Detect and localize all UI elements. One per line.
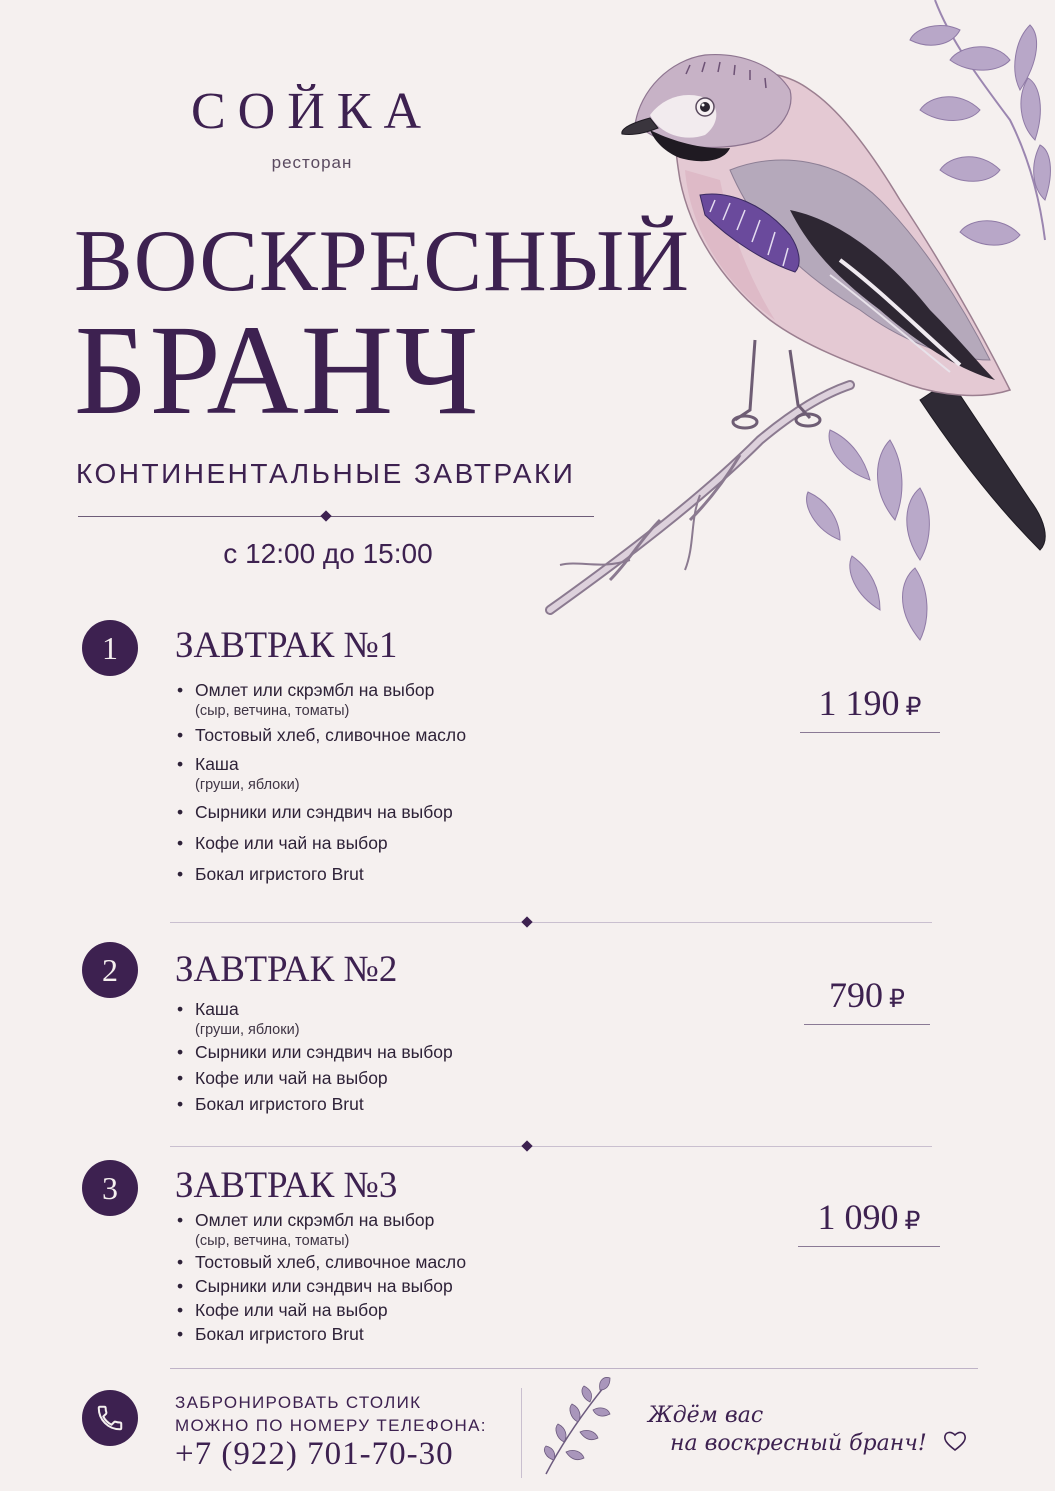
item-number-badge: 1	[82, 620, 138, 676]
item-contents-list	[175, 999, 453, 1115]
heart-icon	[943, 1430, 967, 1452]
phone-icon	[82, 1390, 138, 1446]
phone-number[interactable]: +7 (922) 701-70-30	[175, 1436, 454, 1472]
list-item: • Сырники или сэндвич на выбор	[175, 1042, 453, 1063]
slogan	[648, 1402, 927, 1457]
slogan-line-2: на воскресный бранч!	[670, 1430, 927, 1456]
phone-icon-glyph	[95, 1403, 125, 1433]
currency-sign: ₽	[905, 694, 922, 721]
item-number-badge: 2	[82, 942, 138, 998]
header-divider	[78, 516, 594, 517]
footer-vertical-divider	[521, 1388, 522, 1478]
booking-line-2: МОЖНО ПО НОМЕРУ ТЕЛЕФОНА:	[175, 1415, 487, 1435]
brand-name: СОЙКА	[190, 83, 434, 140]
list-item: • Сырники или сэндвич на выбор	[175, 802, 466, 823]
currency-sign: ₽	[904, 1208, 921, 1235]
item-price: 1 190 ₽	[800, 682, 940, 733]
list-item: • Кофе или чай на выбор	[175, 1300, 466, 1321]
item-price: 1 090 ₽	[798, 1196, 940, 1247]
list-item: • Каша (груши, яблоки)	[175, 754, 466, 793]
list-item-note: (сыр, ветчина, томаты)	[195, 703, 350, 719]
slogan-line-1: Ждём вас	[648, 1403, 764, 1428]
section-divider-ornament	[521, 916, 532, 927]
list-item: • Омлет или скрэмбл на выбор (сыр, ветчина, томаты)	[175, 1210, 466, 1249]
jay-bird-illustration	[540, 0, 1055, 660]
list-item: • Кофе или чай на выбор	[175, 1068, 453, 1089]
list-item: • Сырники или сэндвич на выбор	[175, 1276, 466, 1297]
serving-hours: с 12:00 до 15:00	[223, 538, 433, 569]
list-item: • Бокал игристого Brut	[175, 1324, 466, 1345]
list-item: • Кофе или чай на выбор	[175, 833, 466, 854]
header-divider-ornament	[320, 510, 331, 521]
page-title-line2: БРАНЧ	[74, 299, 481, 441]
section-divider-ornament	[521, 1140, 532, 1151]
item-title: ЗАВТРАК №2	[175, 949, 398, 990]
item-price: 790 ₽	[804, 974, 930, 1025]
list-item: • Бокал игристого Brut	[175, 864, 466, 885]
section-divider	[170, 1146, 932, 1147]
list-item: • Каша (груши, яблоки)	[175, 999, 453, 1038]
list-item: • Омлет или скрэмбл на выбор (сыр, ветчина, томаты)	[175, 680, 466, 719]
footer-divider	[170, 1368, 978, 1369]
leaf-branch-icon	[538, 1376, 616, 1476]
item-title: ЗАВТРАК №1	[175, 625, 398, 666]
list-item: • Тостовый хлеб, сливочное масло	[175, 725, 466, 746]
list-item-note: (сыр, ветчина, томаты)	[195, 1233, 350, 1249]
list-item: • Тостовый хлеб, сливочное масло	[175, 1252, 466, 1273]
item-contents-list	[175, 680, 466, 885]
item-number-badge: 3	[82, 1160, 138, 1216]
list-item-note: (груши, яблоки)	[195, 777, 300, 793]
booking-info	[175, 1392, 487, 1438]
booking-line-1: ЗАБРОНИРОВАТЬ СТОЛИК	[175, 1393, 422, 1412]
list-item-note: (груши, яблоки)	[195, 1022, 300, 1038]
item-title: ЗАВТРАК №3	[175, 1165, 398, 1206]
page-title-line1: ВОСКРЕСНЫЙ	[74, 213, 690, 310]
section-divider	[170, 922, 932, 923]
brand-subtitle: ресторан	[271, 153, 353, 172]
list-item: • Бокал игристого Brut	[175, 1094, 453, 1115]
item-contents-list	[175, 1210, 466, 1345]
page-subtitle: КОНТИНЕНТАЛЬНЫЕ ЗАВТРАКИ	[76, 458, 576, 489]
currency-sign: ₽	[889, 986, 905, 1013]
